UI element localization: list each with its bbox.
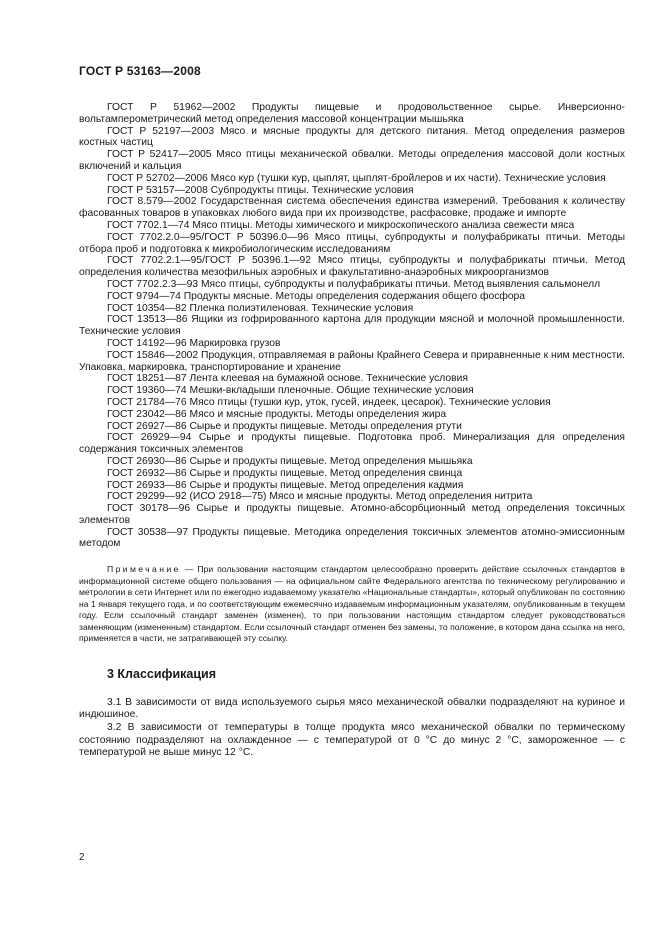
note-lead: Примечание bbox=[107, 564, 181, 575]
reference-item: ГОСТ Р 53157—2008 Субпродукты птицы. Технические условия bbox=[107, 184, 414, 196]
reference-item: ГОСТ 26930—86 Сырье и продукты пищевые. Метод определения мышьяка bbox=[107, 455, 473, 467]
reference-item: ГОСТ 10354—82 Пленка полиэтиленовая. Технические условия bbox=[107, 302, 414, 314]
note-paragraph bbox=[79, 564, 625, 645]
reference-item: ГОСТ 23042—86 Мясо и мясные продукты. Методы определения жира bbox=[107, 408, 447, 420]
standard-designation: ГОСТ Р 53163—2008 bbox=[79, 64, 201, 78]
reference-item: ГОСТ 26929—94 Сырье и продукты пищевые. Подготовка проб. Минерализация для определения содержания токсичных элементов bbox=[79, 432, 625, 456]
reference-item: ГОСТ Р 51962—2002 Продукты пищевые и продовольственное сырье. Инверсионно-вольтамперометрический метод определения массовой концентрации мышьяка bbox=[79, 102, 625, 125]
section-heading: 3 Классификация bbox=[107, 666, 217, 681]
reference-item: ГОСТ 21784—76 Мясо птицы (тушки кур, уток, гусей, индеек, цесарок). Технические условия bbox=[107, 396, 551, 408]
reference-item: ГОСТ 30178—96 Сырье и продукты пищевые. Атомно-абсорбционный метод определения токсичных элементов bbox=[79, 503, 625, 526]
reference-item: ГОСТ 26927—86 Сырье и продукты пищевые. Методы определения ртути bbox=[107, 420, 462, 432]
reference-item: ГОСТ 29299—92 (ИСО 2918—75) Мясо и мясные продукты. Метод определения нитрита bbox=[107, 491, 533, 503]
reference-item: ГОСТ 26932—86 Сырье и продукты пищевые. Метод определения свинца bbox=[107, 467, 463, 479]
normative-references-list bbox=[79, 102, 625, 550]
reference-item: ГОСТ 8.579—2002 Государственная система обеспечения единства измерений. Требования к количеству фасованных товаров в упаковках любого вида при их производстве, расфасовке, продаже и импорте bbox=[79, 196, 625, 220]
reference-item: ГОСТ 26933—86 Сырье и продукты пищевые. Метод определения кадмия bbox=[107, 479, 464, 491]
reference-item: ГОСТ 7702.1—74 Мясо птицы. Методы химического и микроскопического анализа свежести мяса bbox=[107, 219, 575, 231]
reference-item: ГОСТ 14192—96 Маркировка грузов bbox=[107, 337, 281, 349]
reference-item: ГОСТ Р 52702—2006 Мясо кур (тушки кур, цыплят, цыплят-бройлеров и их части). Технические условия bbox=[107, 172, 606, 184]
page-number: 2 bbox=[79, 852, 85, 863]
reference-item: ГОСТ 18251—87 Лента клеевая на бумажной основе. Технические условия bbox=[107, 373, 468, 385]
clause-3-1: 3.1 В зависимости от вида используемого сырья мясо механической обвалки подразделяют на куриное и индюшиное. bbox=[79, 696, 625, 721]
clause-3-2: 3.2 В зависимости от температуры в толще продукта мясо механической обвалки по термическому состоянию подразделяют на охлажденное — с температурой от 0 °С до минус 2 °С, замороженное — с температурой не выше минус 12 °С. bbox=[79, 721, 625, 759]
reference-item: ГОСТ 15846—2002 Продукция, отправляемая в районы Крайнего Севера и приравненные к ним местности. Упаковка, маркировка, транспортирование и хранение bbox=[79, 349, 625, 373]
reference-item: ГОСТ 7702.2.0—95/ГОСТ Р 50396.0—96 Мясо птицы, субпродукты и полуфабрикаты птичьи. Методы отбора проб и подготовка к микробиологическим исследованиям bbox=[79, 231, 625, 255]
reference-item: ГОСТ 7702.2.3—93 Мясо птицы, субпродукты и полуфабрикаты птичьи. Метод выявления сальмонелл bbox=[107, 278, 601, 290]
reference-item: ГОСТ Р 52197—2003 Мясо и мясные продукты для детского питания. Метод определения размеров костных частиц bbox=[79, 125, 625, 149]
reference-item: ГОСТ 7702.2.1—95/ГОСТ Р 50396.1—92 Мясо птицы, субпродукты и полуфабрикаты птичьи. Метод определения количества мезофильных аэробных и факультативно-анаэробных микроорганизмов bbox=[79, 255, 625, 279]
note-text: — При пользовании настоящим стандартом целесообразно проверить действие ссылочных стандартов в информационной системе общего пользования — на официальном сайте Федерального агентства по техническому регулированию и метрологии в сети Интернет или по ежегодно издаваемому указателю «Национальные стандарты», который опубликован по состоянию на 1 января текущего года, и по соответствующим ежемесячно издаваемым информационным указателям, опубликованным в текущем году. Если ссылочный стандарт заменен (изменен), то при пользовании настоящим стандартом следует руководствоваться заменяющим (измененным) стандартом. Если ссылочный стандарт отменен без замены, то положение, в котором дана ссылка на него, применяется в части, не затрагивающей эту ссылку. bbox=[79, 564, 625, 644]
reference-item: ГОСТ 9794—74 Продукты мясные. Методы определения содержания общего фосфора bbox=[107, 290, 526, 302]
reference-item: ГОСТ 13513—86 Ящики из гофрированного картона для продукции мясной и молочной промышленности. Технические условия bbox=[79, 314, 625, 338]
reference-item: ГОСТ 30538—97 Продукты пищевые. Методика определения токсичных элементов атомно-эмиссионным методом bbox=[79, 526, 625, 550]
reference-item: ГОСТ 19360—74 Мешки-вкладыши пленочные. Общие технические условия bbox=[107, 385, 474, 397]
reference-item: ГОСТ Р 52417—2005 Мясо птицы механической обвалки. Методы определения массовой доли костных включений и кальция bbox=[79, 149, 625, 172]
